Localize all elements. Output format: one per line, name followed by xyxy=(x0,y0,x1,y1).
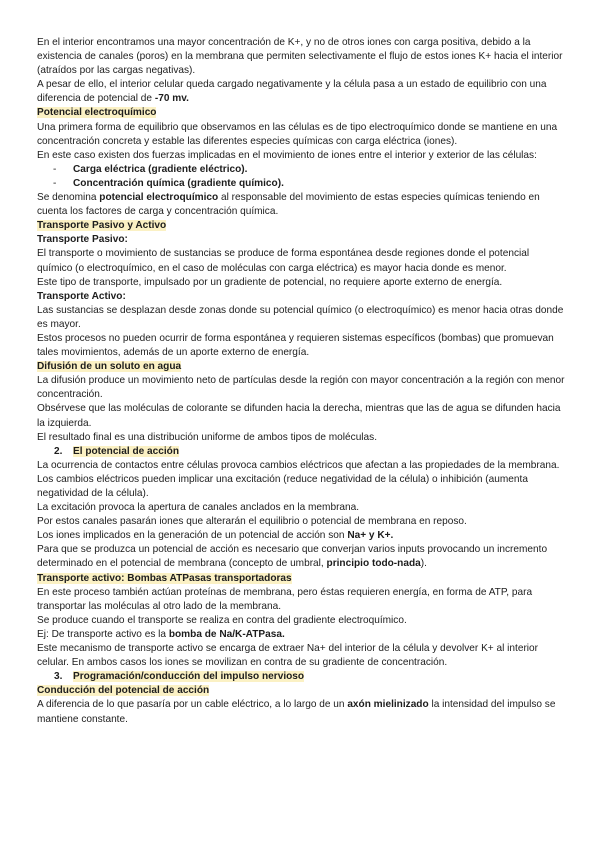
paragraph: El resultado final es una distribución uniforme de ambos tipos de moléculas. xyxy=(37,431,378,443)
paragraph: Obsérvese que las moléculas de colorante se difunden hacia la derecha, mientras que las de agua se difunden hacia la izquierda. xyxy=(37,403,561,429)
paragraph: Se produce cuando el transporte se realiza en contra del gradiente electroquímico. xyxy=(37,614,407,626)
paragraph: Por estos canales pasarán iones que alterarán el equilibrio o potencial de membrana en reposo. xyxy=(37,516,467,528)
paragraph: La difusión produce un movimiento neto de partículas desde la región con mayor concentración a la región con menor concentración. xyxy=(37,375,565,401)
numbered-heading-3 xyxy=(37,670,566,684)
bullet-item: - Concentración química (gradiente químico). xyxy=(37,177,566,191)
heading-text: Potencial electroquímico xyxy=(37,107,157,119)
bold-text: axón mielinizado xyxy=(347,699,429,711)
paragraph: Los cambios eléctricos pueden implicar una excitación (reduce negatividad de la célula) o inhibición (aumenta negatividad de la célula). xyxy=(37,473,528,499)
heading-number: 3. xyxy=(54,671,63,683)
text: Los iones implicados en la generación de un potencial de acción son xyxy=(37,530,348,542)
paragraph: En el interior encontramos una mayor concentración de K+, y no de otros iones con carga positiva, debido a la existencia de canales (poros) en la membrana que permiten selectivamente el flujo de estos iones K+ hacia el interior (atraídos por las cargas negativas). xyxy=(37,37,563,77)
paragraph: Este mecanismo de transporte activo se encarga de extraer Na+ del interior de la célula y devolver K+ al interior celular. En ambos casos los iones se movilizan en contra de su gradiente de concentración. xyxy=(37,643,539,669)
text: A pesar de ello, el interior celular queda cargado negativamente y la célula pasa a un estado de equilibrio con una diferencia de potencial de xyxy=(37,79,547,105)
text: Para que se produzca un potencial de acción es necesario que converjan varios inputs provocando un incremento determinado en el potencial de membrana (concepto de umbral, xyxy=(37,544,548,570)
bullet-list xyxy=(37,163,566,191)
paragraph: Una primera forma de equilibrio que observamos en las células es de tipo electroquímico donde se mantiene en una concentración concreta y estable las diferentes especies químicas con carga eléctrica (iones). xyxy=(37,121,558,147)
heading-text: El potencial de acción xyxy=(73,445,180,457)
paragraph: La ocurrencia de contactos entre células provoca cambios eléctricos que afectan a las propiedades de la membrana. xyxy=(37,459,560,471)
subheading-pasivo: Transporte Pasivo: xyxy=(37,234,128,246)
text: A diferencia de lo que pasaría por un cable eléctrico, a lo largo de un xyxy=(37,699,348,711)
text: Se denomina xyxy=(37,192,100,204)
section-heading-conduccion xyxy=(37,684,566,698)
paragraph: En este caso existen dos fuerzas implicadas en el movimiento de iones entre el interior y exterior de las células: xyxy=(37,149,537,161)
paragraph: Estos procesos no pueden ocurrir de forma espontánea y requieren sistemas específicos (bombas) que promuevan tales movimientos, además de un aporte externo de energía. xyxy=(37,332,554,359)
heading-text: Difusión de un soluto en agua xyxy=(37,361,182,373)
paragraph: Este tipo de transporte, impulsado por un gradiente de potencial, no requiere aporte externo de energía. xyxy=(37,276,503,288)
paragraph: El transporte o movimiento de sustancias se produce de forma espontánea desde regiones donde el potencial químico (o electroquímico, en el caso de moléculas con carga eléctrica) es mayor hacia donde es menor. xyxy=(37,248,530,274)
paragraph xyxy=(37,78,566,106)
bold-text: bomba de Na/K-ATPasa. xyxy=(168,628,285,640)
paragraph xyxy=(37,529,566,543)
paragraph xyxy=(37,698,566,726)
section-heading-transporte xyxy=(37,219,566,233)
section-heading-difusion xyxy=(37,360,566,374)
subheading-activo: Transporte Activo: xyxy=(37,290,126,302)
paragraph xyxy=(37,543,566,571)
text: la intensidad del impulso se mantiene constante. xyxy=(37,699,556,725)
paragraph: En este proceso también actúan proteínas de membrana, pero éstas requieren energía, en forma de ATP, para transportar las moléculas al otro lado de la membrana. xyxy=(37,586,533,612)
paragraph xyxy=(37,628,566,642)
heading-text: Conducción del potencial de acción xyxy=(37,685,210,697)
numbered-heading-2 xyxy=(37,445,566,459)
bold-text: -70 mv. xyxy=(154,93,189,105)
heading-text: Programación/conducción del impulso nervioso xyxy=(73,671,305,683)
paragraph xyxy=(37,191,566,219)
bold-text: potencial electroquímico xyxy=(99,192,219,204)
heading-number: 2. xyxy=(54,445,63,457)
paragraph: La excitación provoca la apertura de canales anclados en la membrana. xyxy=(37,502,360,514)
text: al responsable del movimiento de estas especies químicas teniendo en cuenta los factores de carga y concentración química. xyxy=(37,192,540,218)
section-heading-potencial xyxy=(37,106,566,120)
text: ). xyxy=(420,558,427,570)
paragraph: Las sustancias se desplazan desde zonas donde su potencial químico (o electroquímico) es menor hacia otras donde es mayor. xyxy=(37,304,564,330)
text: Ej: De transporte activo es la xyxy=(37,628,169,640)
heading-text: Transporte Pasivo y Activo xyxy=(37,220,167,232)
bullet-item: - Carga eléctrica (gradiente eléctrico). xyxy=(37,163,566,177)
heading-text: Transporte activo: Bombas ATPasas transportadoras xyxy=(37,572,292,584)
bold-text: principio todo-nada xyxy=(326,558,421,570)
bold-text: Na+ y K+. xyxy=(347,530,394,542)
section-heading-bombas xyxy=(37,572,566,586)
